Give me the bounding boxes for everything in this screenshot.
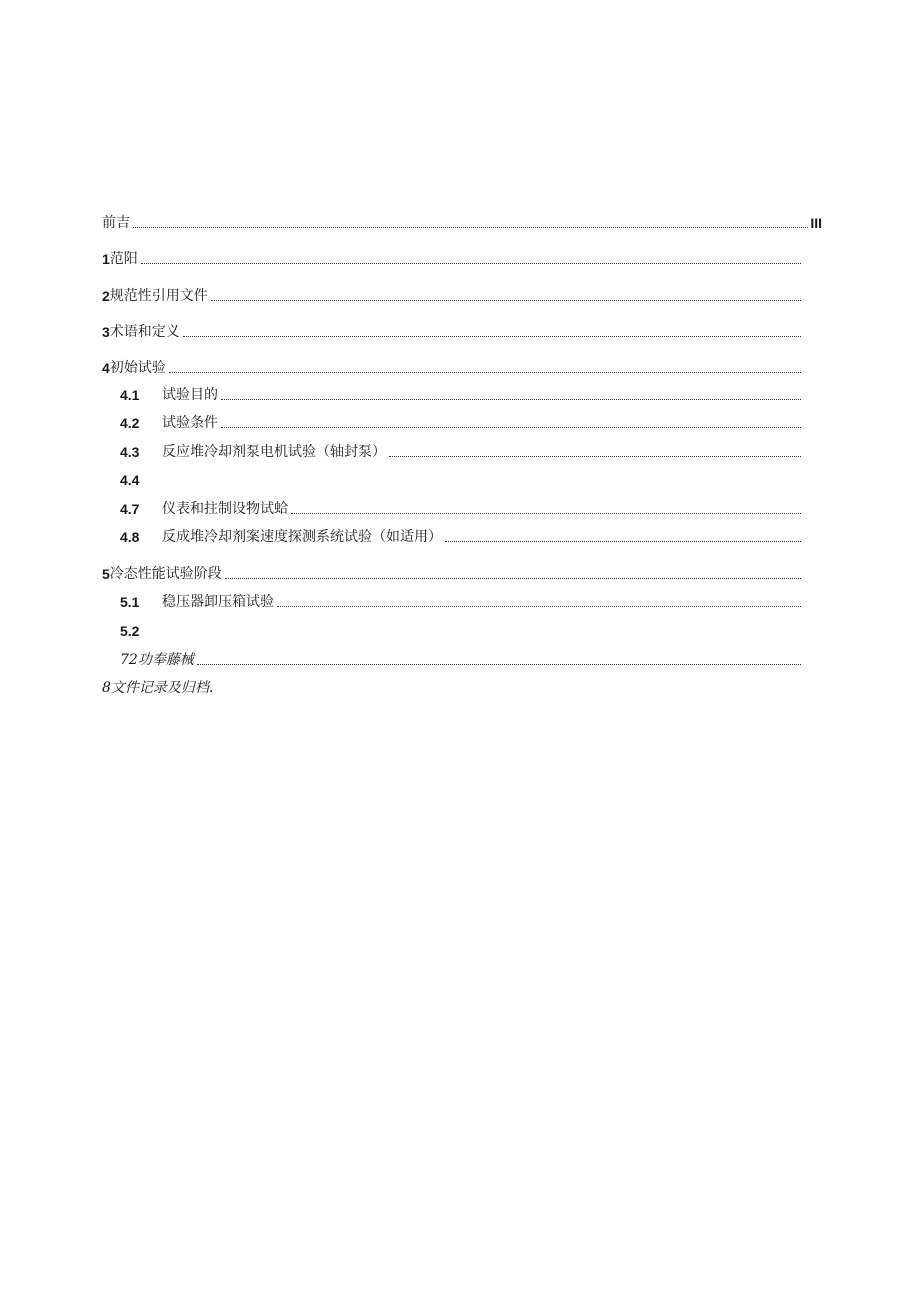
dot-leader [211,300,801,301]
toc-label: 8文件记录及归档. [102,680,214,696]
toc-number: 4.2 [120,415,140,431]
toc-label: 试验目的 [162,387,218,403]
dot-leader [183,336,801,337]
toc-entry-3[interactable] [102,320,802,340]
toc-label: 反成堆冷却剂案速度探测系统试验（如适用） [162,529,442,545]
toc-entry-2[interactable] [102,284,802,304]
toc-entry-4-2[interactable] [120,411,802,431]
toc-number: 3 [102,324,110,340]
dot-leader [291,513,801,514]
toc-number: 2 [102,288,110,304]
toc-label: 术语和定义 [109,324,180,340]
toc-entry-1[interactable] [102,247,802,267]
dot-leader [133,227,808,228]
toc-entry-72[interactable] [120,648,802,668]
toc-label: 冷态性能试验阶段 [109,566,222,582]
toc-label: 前吉 [102,215,130,231]
toc-entry-4-1[interactable] [120,383,802,403]
dot-leader [141,263,801,264]
toc-label: 范阳 [109,251,138,267]
dot-leader [445,541,801,542]
toc-entry-5-2[interactable] [120,619,802,639]
dot-leader [169,372,801,373]
toc-label: 初始试验 [109,360,166,376]
toc-entry-foreword[interactable] [102,211,822,231]
toc-number: 4 [102,360,110,376]
toc-entry-5-1[interactable] [120,590,802,610]
toc-number: 5.1 [120,594,140,610]
toc-label: 试验条件 [162,415,218,431]
toc-number: 4.3 [120,444,140,460]
toc-number: 4.8 [120,529,140,545]
toc-page-number: III [810,215,822,231]
toc-entry-5[interactable] [102,562,802,582]
toc-number: 5.2 [120,623,140,639]
toc-label: 规范性引用文件 [109,288,208,304]
toc-number: 5 [102,566,110,582]
dot-leader [197,664,801,665]
toc-entry-4-3[interactable] [120,440,802,460]
toc-label: 稳压器卸压箱试验 [162,594,274,610]
toc-number: 1 [102,251,110,267]
toc-label: 仪表和拄制设物试蛤 [162,501,288,517]
dot-leader [277,606,801,607]
dot-leader [389,456,801,457]
toc-label: 72功奉藤械 [120,652,194,668]
toc-entry-4[interactable] [102,356,802,376]
toc-entry-4-8[interactable] [120,525,802,545]
toc-number: 4.7 [120,501,140,517]
dot-leader [221,399,801,400]
toc-entry-4-7[interactable] [120,497,802,517]
toc-entry-8[interactable] [102,676,802,696]
toc-entry-4-4[interactable] [120,468,802,488]
dot-leader [225,578,801,579]
dot-leader [221,427,801,428]
toc-number: 4.1 [120,387,140,403]
toc-number: 4.4 [120,472,140,488]
toc-label: 反应堆冷却剂泵电机试验（轴封泵） [162,444,386,460]
